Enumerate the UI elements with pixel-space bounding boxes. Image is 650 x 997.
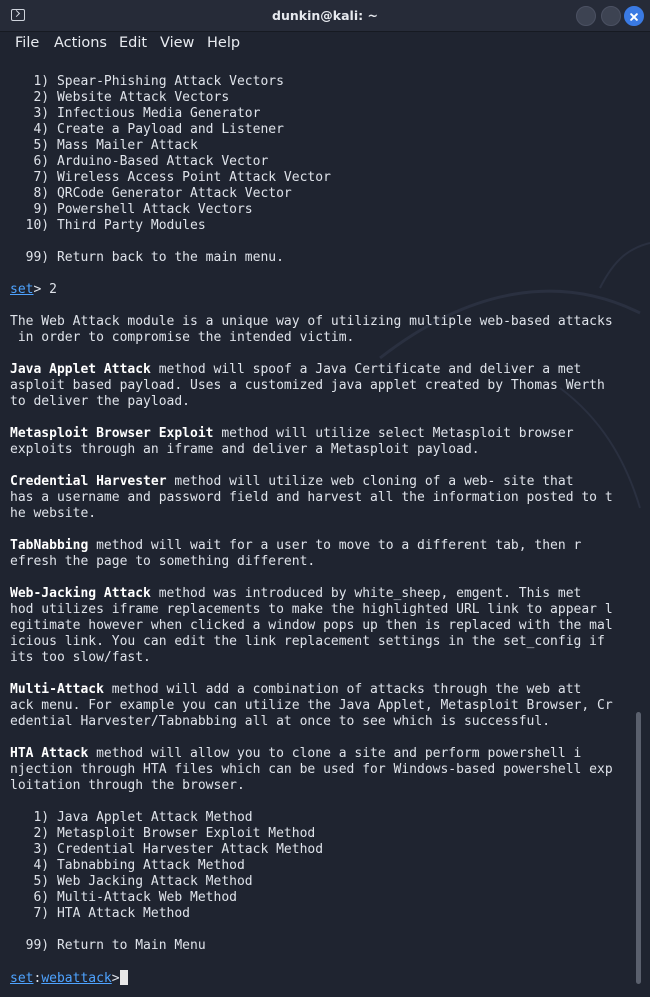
blank-line	[10, 266, 632, 282]
description-line: njection through HTA files which can be used for Windows-based powershell exp	[10, 762, 613, 777]
menu-option: 6) Arduino-Based Attack Vector	[10, 154, 269, 169]
menu-option: 9) Powershell Attack Vectors	[10, 202, 253, 217]
description-line: in order to compromise the intended victim.	[10, 330, 355, 345]
attack-name: Credential Harvester	[10, 474, 167, 489]
blank-line	[10, 794, 632, 810]
description-line: has a username and password field and harvest all the information posted to t	[10, 490, 613, 505]
description-line: Java Applet Attack method will spoof a Java Certificate and deliver a met	[10, 362, 582, 377]
prompt-line	[10, 282, 632, 298]
prompt-separator: :	[33, 971, 42, 986]
blank-line	[10, 346, 632, 362]
menu-option: 7) Wireless Access Point Attack Vector	[10, 170, 331, 185]
menu-option: 5) Mass Mailer Attack	[10, 138, 198, 153]
attack-name: HTA Attack	[10, 746, 89, 761]
text-cursor	[120, 970, 128, 985]
terminal-output[interactable]	[10, 74, 632, 986]
window-title: dunkin@kali: ~	[272, 8, 378, 23]
description-line: he website.	[10, 506, 97, 521]
blank-line	[10, 954, 632, 970]
attack-name: Metasploit Browser Exploit	[10, 426, 214, 441]
description-line: The Web Attack module is a unique way of utilizing multiple web-based attacks	[10, 314, 613, 329]
attack-name: Multi-Attack	[10, 682, 104, 697]
description-line: loitation through the browser.	[10, 778, 245, 793]
menu-option: 2) Website Attack Vectors	[10, 90, 230, 105]
description-line: TabNabbing method will wait for a user to move to a different tab, then r	[10, 538, 582, 553]
blank-line	[10, 730, 632, 746]
menu-option: 2) Metasploit Browser Exploit Method	[10, 826, 316, 841]
description-line: Multi-Attack method will add a combination of attacks through the web att	[10, 682, 582, 697]
description-line: Credential Harvester method will utilize web cloning of a web- site that	[10, 474, 574, 489]
description-line: Web-Jacking Attack method was introduced by white_sheep, emgent. This met	[10, 586, 582, 601]
blank-line	[10, 666, 632, 682]
description-line: to deliver the payload.	[10, 394, 191, 409]
close-button[interactable]	[624, 6, 644, 26]
scrollbar-thumb[interactable]	[636, 712, 641, 984]
title-bar	[0, 0, 650, 32]
description-line: Metasploit Browser Exploit method will utilize select Metasploit browser	[10, 426, 574, 441]
blank-line	[10, 458, 632, 474]
menu-option: 4) Create a Payload and Listener	[10, 122, 284, 137]
menu-view[interactable]: View	[160, 35, 195, 51]
prompt-set: set	[10, 282, 34, 297]
attack-name: TabNabbing	[10, 538, 89, 553]
description-line: icious link. You can edit the link replacement settings in the set_config if	[10, 634, 605, 649]
menu-actions[interactable]: Actions	[54, 35, 107, 51]
return-option: 99) Return back to the main menu.	[10, 250, 284, 265]
menu-option: 3) Infectious Media Generator	[10, 106, 261, 121]
menu-option: 8) QRCode Generator Attack Vector	[10, 186, 292, 201]
menu-edit[interactable]: Edit	[119, 35, 148, 51]
blank-line	[10, 570, 632, 586]
prompt-module: webattack	[41, 971, 112, 986]
menu-option: 7) HTA Attack Method	[10, 906, 191, 921]
description-line: ack menu. For example you can utilize the Java Applet, Metasploit Browser, Cr	[10, 698, 613, 713]
menu-file[interactable]: File	[15, 35, 40, 51]
menu-option: 5) Web Jacking Attack Method	[10, 874, 253, 889]
menu-option: 3) Credential Harvester Attack Method	[10, 842, 324, 857]
menu-option: 1) Java Applet Attack Method	[10, 810, 253, 825]
attack-name: Java Applet Attack	[10, 362, 151, 377]
prompt-symbol: >	[111, 971, 120, 986]
description-line: hod utilizes iframe replacements to make the highlighted URL link to appear l	[10, 602, 613, 617]
menu-bar	[0, 32, 650, 58]
menu-option: 4) Tabnabbing Attack Method	[10, 858, 245, 873]
blank-line	[10, 410, 632, 426]
return-option: 99) Return to Main Menu	[10, 938, 206, 953]
description-line: exploits through an iframe and deliver a Metasploit payload.	[10, 442, 480, 457]
attack-name: Web-Jacking Attack	[10, 586, 151, 601]
menu-help[interactable]: Help	[207, 35, 241, 51]
blank-line	[10, 298, 632, 314]
description-line: its too slow/fast.	[10, 650, 151, 665]
description-line: edential Harvester/Tabnabbing all at once to see which is successful.	[10, 714, 551, 729]
prompt-line	[10, 970, 632, 986]
minimize-button[interactable]	[576, 6, 596, 26]
blank-line	[10, 522, 632, 538]
description-line: egitimate however when clicked a window pops up then is replaced with the mal	[10, 618, 613, 633]
menu-option: 1) Spear-Phishing Attack Vectors	[10, 74, 284, 89]
maximize-button[interactable]	[601, 6, 621, 26]
menu-option: 6) Multi-Attack Web Method	[10, 890, 237, 905]
description-line: asploit based payload. Uses a customized java applet created by Thomas Werth	[10, 378, 605, 393]
menu-option: 10) Third Party Modules	[10, 218, 206, 233]
prompt-set: set	[10, 971, 34, 986]
blank-line	[10, 922, 632, 938]
description-line: efresh the page to something different.	[10, 554, 316, 569]
description-line: HTA Attack method will allow you to clone a site and perform powershell i	[10, 746, 582, 761]
blank-line	[10, 234, 632, 250]
prompt-input: > 2	[33, 282, 57, 297]
